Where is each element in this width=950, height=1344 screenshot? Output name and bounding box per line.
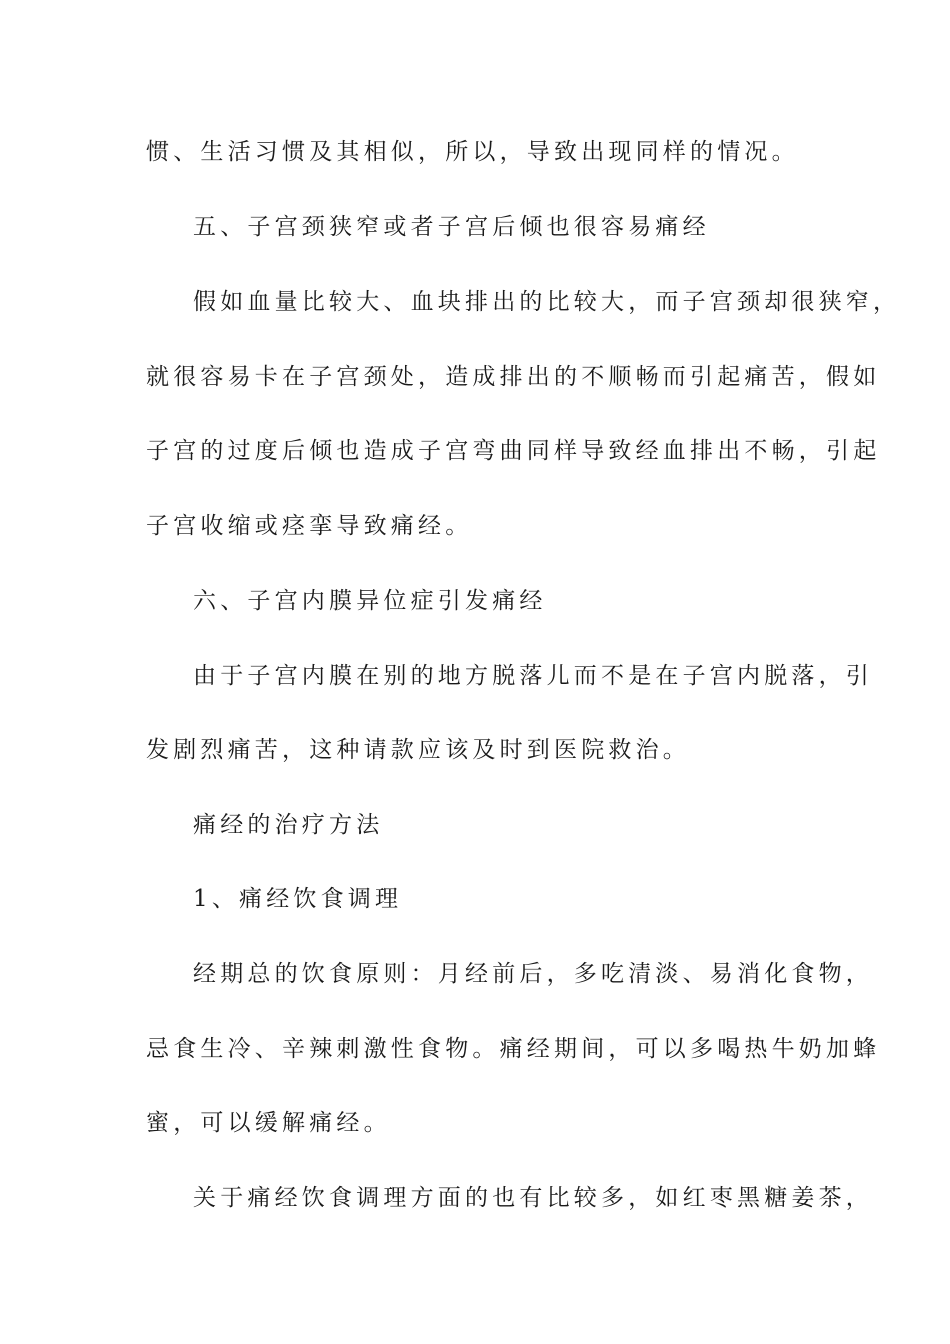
- text-line-4: 就很容易卡在子宫颈处，造成排出的不顺畅而引起痛苦，假如: [146, 364, 881, 390]
- text-line-14: 蜜，可以缓解痛经。: [146, 1110, 391, 1136]
- text-line-3: 假如血量比较大、血块排出的比较大，而子宫颈却很狭窄，: [193, 289, 901, 315]
- section-heading-5: 五、子宫颈狭窄或者子宫后倾也很容易痛经: [193, 214, 710, 240]
- text-line-6: 子宫收缩或痉挛导致痛经。: [146, 513, 473, 539]
- text-line-5: 子宫的过度后倾也造成子宫弯曲同样导致经血排出不畅，引起: [146, 438, 881, 464]
- text-line-15: 关于痛经饮食调理方面的也有比较多，如红枣黑糖姜茶，: [193, 1185, 873, 1211]
- text-line-13: 忌食生冷、辛辣刺激性食物。痛经期间，可以多喝热牛奶加蜂: [146, 1036, 881, 1062]
- text-line-1: 惯、生活习惯及其相似，所以，导致出现同样的情况。: [146, 139, 799, 165]
- text-line-8: 由于子宫内膜在别的地方脱落儿而不是在子宫内脱落，引: [193, 663, 873, 689]
- section-heading-6: 六、子宫内膜异位症引发痛经: [193, 588, 547, 614]
- text-line-12: 经期总的饮食原则：月经前后，多吃清淡、易消化食物，: [193, 961, 873, 987]
- section-heading-treatment: 痛经的治疗方法: [193, 812, 384, 838]
- text-line-9: 发剧烈痛苦，这种请款应该及时到医院救治。: [146, 737, 690, 763]
- subheading-diet: 1、痛经饮食调理: [193, 886, 403, 912]
